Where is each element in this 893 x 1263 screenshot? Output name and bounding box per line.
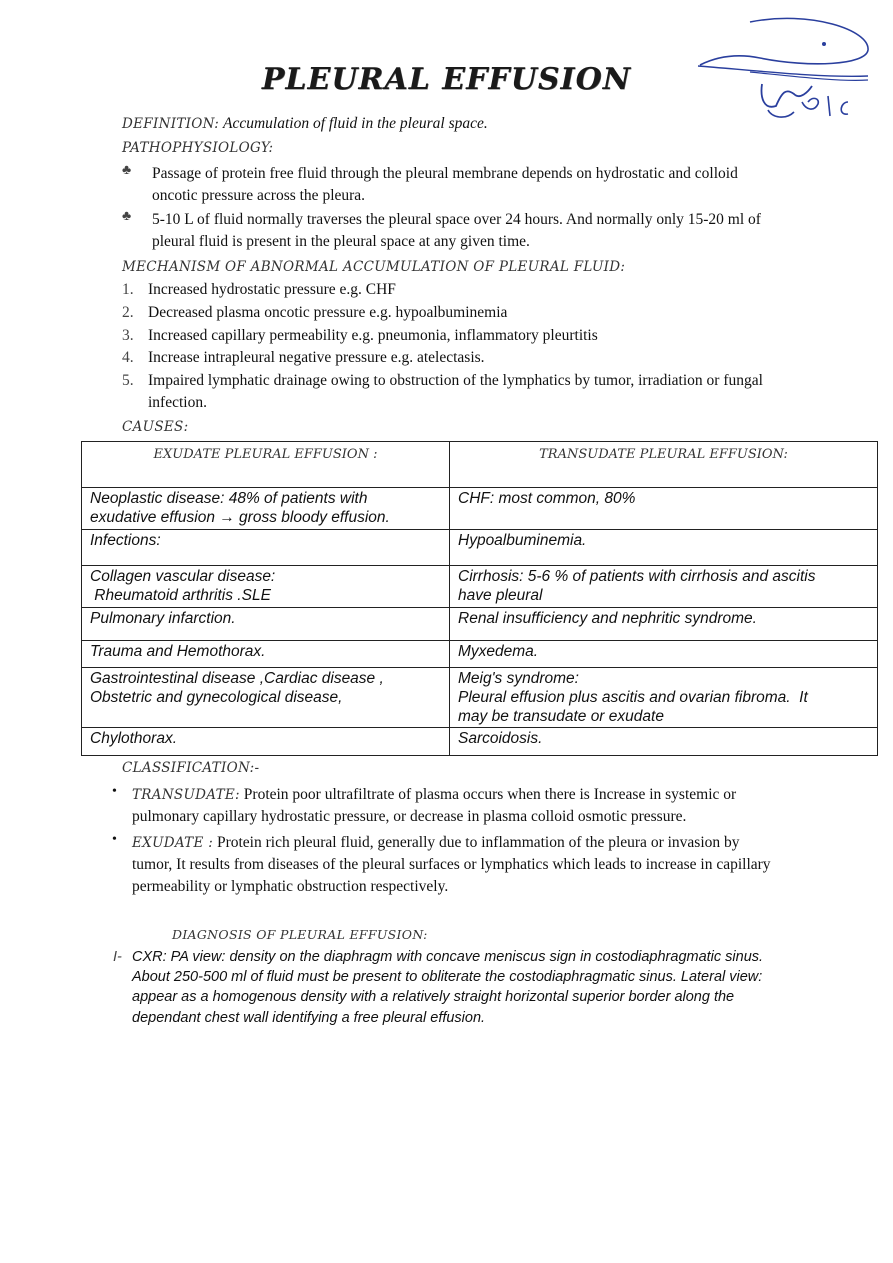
diagnosis-marker: I-: [113, 949, 122, 965]
cell-line: Neoplastic disease: 48% of patients with: [90, 490, 368, 507]
mechanism-item-3: Increased capillary permeability e.g. pneumonia, inflammatory pleurtitis: [148, 327, 598, 344]
exudate-text: Protein rich pleural fluid, generally due to inflammation of the pleura or invasion by: [213, 834, 740, 851]
diagnosis-line-2: About 250-500 ml of fluid must be present to obliterate the costodiaphragmatic sinus. Lateral view:: [132, 969, 763, 985]
transudate-cell: Hypoalbuminemia.: [450, 530, 878, 566]
table-row: [82, 488, 878, 530]
table-header-row: [82, 442, 878, 488]
table-row: [82, 608, 878, 641]
club-bullet-icon: ♣: [122, 209, 132, 224]
mechanism-num-3: 3.: [122, 327, 134, 344]
classification-heading: CLASSIFICATION:-: [122, 760, 260, 776]
mechanism-item-5-cont: infection.: [148, 394, 207, 411]
cell-line: Rheumatoid arthritis .SLE: [90, 587, 271, 604]
transudate-line-1: [132, 784, 838, 806]
mechanism-num-1: 1.: [122, 281, 134, 298]
diagnosis-line-3: appear as a homogenous density with a relatively straight horizontal superior border along the: [132, 989, 735, 1005]
cell-line: Meig's syndrome:: [458, 670, 579, 687]
transudate-cell: CHF: most common, 80%: [450, 488, 878, 530]
patho-bullet-1-line-1: Passage of protein free fluid through the pleural membrane depends on hydrostatic and colloid: [152, 165, 738, 182]
cell-line: Pleural effusion plus ascitis and ovarian fibroma. It: [458, 689, 808, 706]
col-header-transudate: TRANSUDATE PLEURAL EFFUSION:: [450, 442, 878, 488]
exudate-cell: [82, 668, 450, 728]
table-row: [82, 530, 878, 566]
mechanism-num-5: 5.: [122, 372, 134, 389]
definition-line: [122, 113, 488, 135]
diagnosis-line-4: dependant chest wall identifying a free pleural effusion.: [132, 1010, 486, 1026]
patho-bullet-1-line-2: oncotic pressure across the pleura.: [152, 187, 366, 204]
transudate-cell: [450, 566, 878, 608]
cell-line: have pleural: [458, 587, 543, 604]
handwritten-signature: [690, 10, 875, 125]
transudate-cell: Sarcoidosis.: [450, 728, 878, 756]
table-row: [82, 668, 878, 728]
exudate-line-2: tumor, It results from diseases of the pleural surfaces or lymphatics which leads to increase in capillary: [132, 856, 771, 873]
bullet-dot-icon: •: [112, 784, 117, 799]
page-title: PLEURAL EFFUSION: [261, 62, 632, 97]
cell-line: exudative effusion → gross bloody effusion.: [90, 509, 390, 526]
patho-bullet-2-line-2: pleural fluid is present in the pleural space at any given time.: [152, 233, 530, 250]
exudate-cell: [82, 566, 450, 608]
exudate-cell: Infections:: [82, 530, 450, 566]
transudate-cell: Myxedema.: [450, 641, 878, 668]
transudate-line-2: pulmonary capillary hydrostatic pressure, or decrease in plasma colloid osmotic pressure.: [132, 808, 687, 825]
diagnosis-line-1: CXR: PA view: density on the diaphragm with concave meniscus sign in costodiaphragmatic sinus.: [132, 949, 764, 965]
diagnosis-heading: DIAGNOSIS OF PLEURAL EFFUSION:: [172, 927, 428, 942]
patho-bullet-2-line-1: 5-10 L of fluid normally traverses the pleural space over 24 hours. And normally only 15-20 ml of: [152, 211, 761, 228]
table-row: [82, 566, 878, 608]
mechanism-item-4: Increase intrapleural negative pressure e.g. atelectasis.: [148, 349, 485, 366]
causes-table: [81, 441, 878, 756]
exudate-cell: Chylothorax.: [82, 728, 450, 756]
exudate-line-1: [132, 832, 838, 854]
exudate-label: EXUDATE :: [132, 835, 214, 851]
exudate-line-3: permeability or lymphatic obstruction respectively.: [132, 878, 449, 895]
definition-label: DEFINITION:: [122, 116, 220, 132]
cell-line: Gastrointestinal disease ,Cardiac disease ,: [90, 670, 384, 687]
mechanism-item-1: Increased hydrostatic pressure e.g. CHF: [148, 281, 396, 298]
pathophysiology-heading: PATHOPHYSIOLOGY:: [122, 140, 274, 156]
cell-line: Collagen vascular disease:: [90, 568, 276, 585]
exudate-cell: Trauma and Hemothorax.: [82, 641, 450, 668]
bullet-dot-icon: •: [112, 832, 117, 847]
mechanism-heading: MECHANISM OF ABNORMAL ACCUMULATION OF PLEURAL FLUID:: [122, 259, 626, 275]
table-row: [82, 641, 878, 668]
exudate-cell: [82, 488, 450, 530]
cell-line: Obstetric and gynecological disease,: [90, 689, 343, 706]
definition-text: Accumulation of fluid in the pleural space.: [222, 115, 488, 132]
table-row: [82, 728, 878, 756]
cell-line: may be transudate or exudate: [458, 708, 664, 725]
mechanism-item-5: Impaired lymphatic drainage owing to obstruction of the lymphatics by tumor, irradiation or fungal: [148, 372, 763, 389]
club-bullet-icon: ♣: [122, 163, 132, 178]
cell-line: Cirrhosis: 5-6 % of patients with cirrhosis and ascitis: [458, 568, 816, 585]
transudate-text: Protein poor ultrafiltrate of plasma occurs when there is Increase in systemic or: [239, 786, 737, 803]
mechanism-num-2: 2.: [122, 304, 134, 321]
exudate-cell: Pulmonary infarction.: [82, 608, 450, 641]
transudate-cell: Renal insufficiency and nephritic syndrome.: [450, 608, 878, 641]
transudate-cell: [450, 668, 878, 728]
mechanism-num-4: 4.: [122, 349, 134, 366]
transudate-label: TRANSUDATE:: [132, 787, 240, 803]
mechanism-item-2: Decreased plasma oncotic pressure e.g. hypoalbuminemia: [148, 304, 508, 321]
causes-heading: CAUSES:: [122, 419, 189, 435]
col-header-exudate: EXUDATE PLEURAL EFFUSION :: [82, 442, 450, 488]
